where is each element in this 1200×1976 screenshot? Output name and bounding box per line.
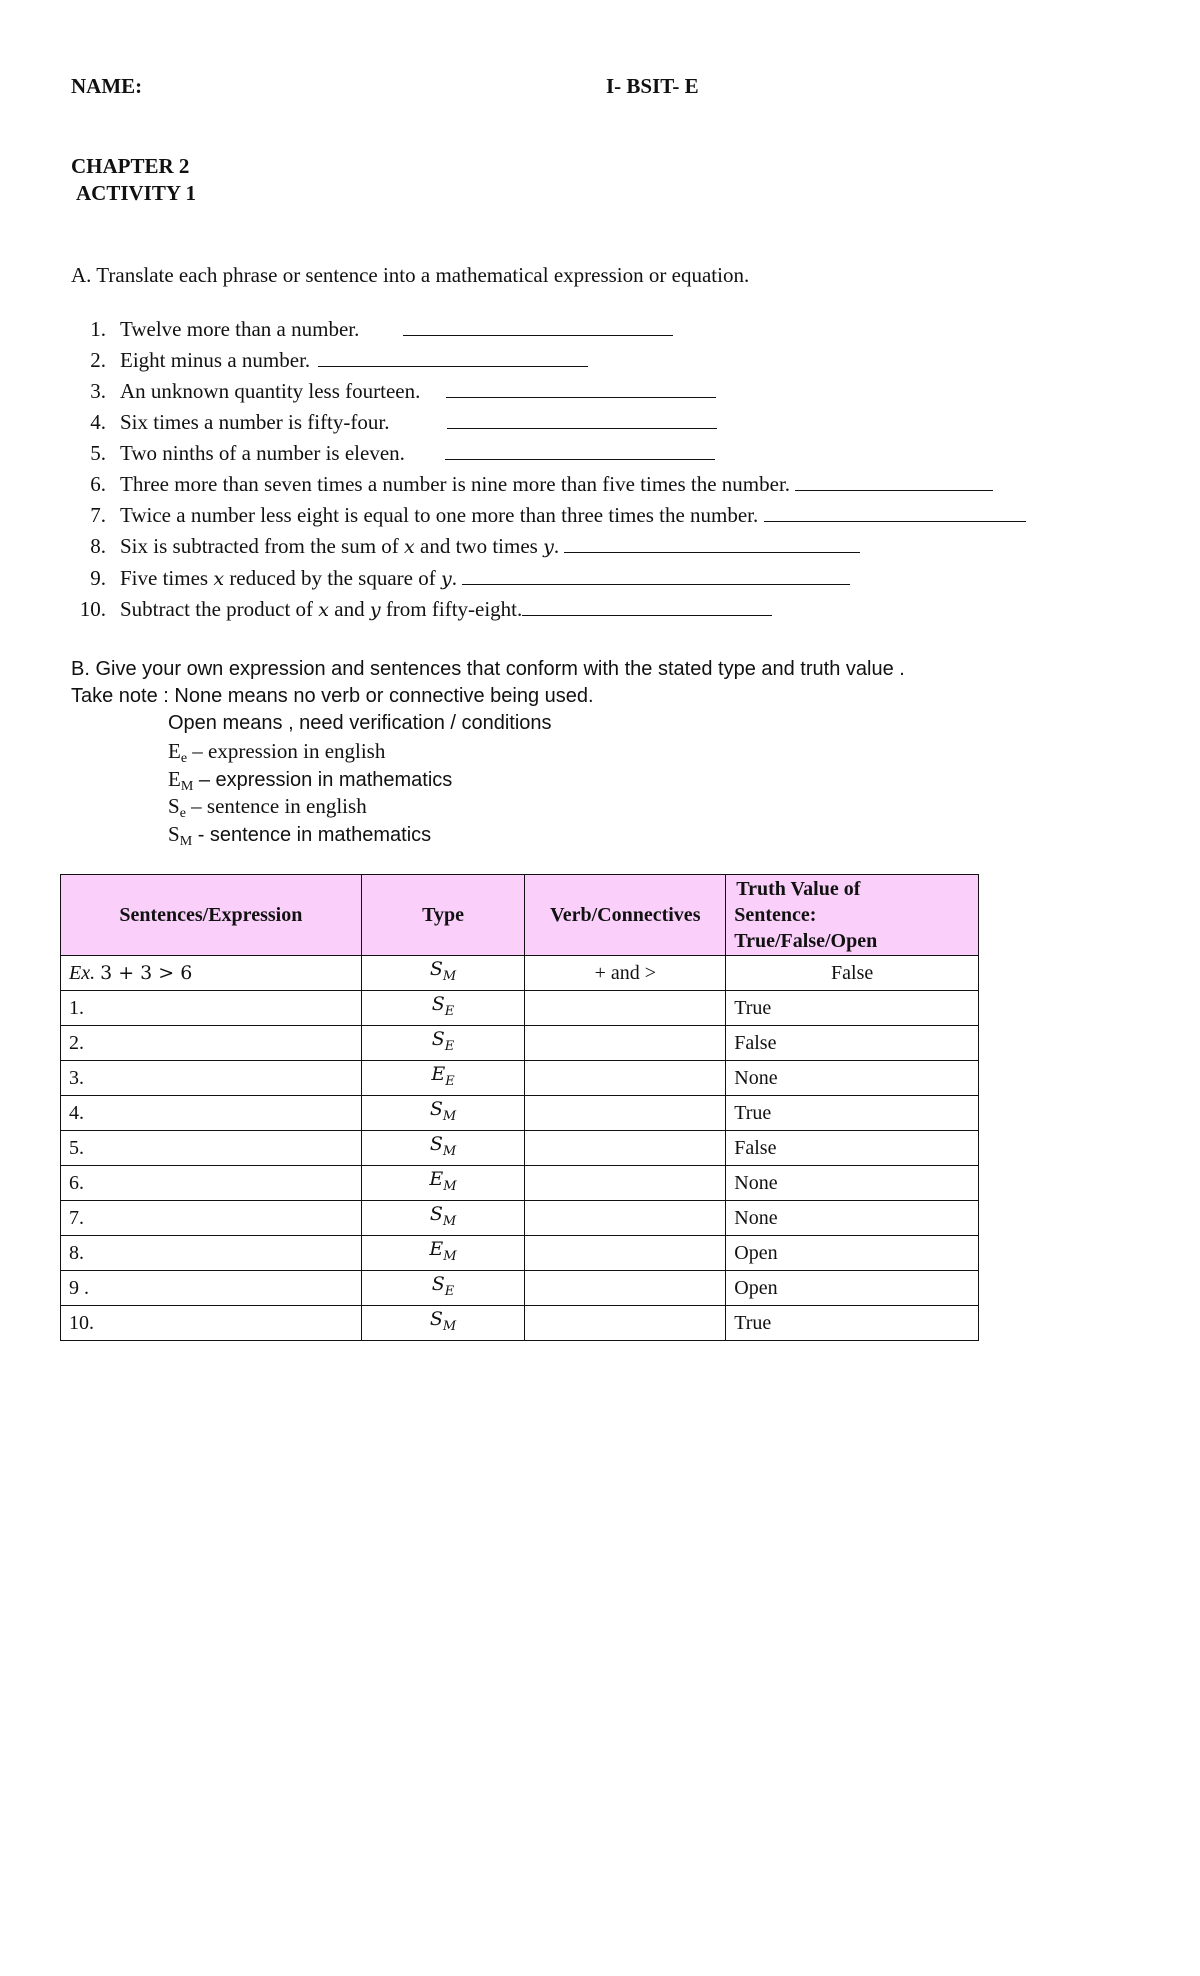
truth-cell: Open — [726, 1236, 979, 1271]
type-subscript: M — [442, 1109, 457, 1124]
type-symbol: S — [429, 958, 443, 980]
answer-blank[interactable] — [564, 534, 860, 553]
part-b-note: Take note : None means no verb or connective being used. — [71, 685, 594, 707]
variable-x: x — [318, 599, 329, 621]
table-row-example — [61, 956, 979, 991]
type-symbol: S — [429, 1133, 443, 1155]
table-row — [61, 1166, 979, 1201]
legend-subscript: e — [179, 806, 186, 821]
answer-blank[interactable] — [462, 566, 850, 585]
row-number-cell[interactable]: 7. — [61, 1201, 362, 1236]
verb-cell[interactable] — [525, 1201, 726, 1236]
type-cell — [361, 1236, 525, 1271]
legend-text: Open means , need verification / conditions — [168, 712, 552, 734]
example-label: Ex. — [69, 962, 96, 984]
legend-subscript: e — [180, 751, 188, 766]
type-cell — [361, 956, 525, 991]
type-cell — [361, 1166, 525, 1201]
header-truth-line-2: Sentence: — [734, 904, 817, 926]
type-subscript: E — [445, 1074, 455, 1089]
item-text: from fifty-eight. — [380, 597, 523, 621]
legend-text: - sentence in mathematics — [192, 824, 432, 846]
verb-cell[interactable] — [525, 1131, 726, 1166]
type-subscript: M — [443, 1179, 457, 1194]
item-number: 5. — [90, 441, 106, 465]
activity-title: ACTIVITY 1 — [76, 181, 196, 205]
answer-blank[interactable] — [764, 503, 1026, 522]
truth-cell: None — [726, 1201, 979, 1236]
header-sentences: Sentences/Expression — [61, 875, 362, 956]
legend-open — [168, 712, 552, 735]
variable-y: y — [369, 599, 381, 621]
type-symbol: S — [429, 1308, 443, 1330]
item-number: 6. — [90, 472, 106, 496]
item-text: Six is subtracted from the sum of — [120, 534, 405, 558]
item-text: An unknown quantity less fourteen. — [120, 379, 421, 403]
item-text: Subtract the product of — [120, 597, 319, 621]
type-cell — [361, 1131, 525, 1166]
item-number: 1. — [90, 317, 106, 341]
truth-cell: None — [726, 1166, 979, 1201]
truth-cell: True — [726, 1096, 979, 1131]
type-cell — [361, 1096, 525, 1131]
truth-cell: False — [726, 1131, 979, 1166]
item-text: Two ninths of a number is eleven. — [120, 441, 405, 465]
answer-blank[interactable] — [446, 379, 716, 398]
item-number: 9. — [90, 566, 106, 590]
legend-subscript: M — [180, 779, 194, 794]
item-text: Eight minus a number. — [120, 348, 311, 372]
answer-blank[interactable] — [447, 410, 717, 429]
type-symbol: E — [429, 1168, 444, 1190]
type-symbol: S — [429, 1203, 443, 1225]
item-text: . — [451, 566, 457, 590]
item-text: Five times — [120, 566, 214, 590]
answer-blank[interactable] — [445, 441, 715, 460]
answer-blank[interactable] — [795, 472, 993, 491]
row-number-cell[interactable]: 3. — [61, 1061, 362, 1096]
table-row — [61, 1236, 979, 1271]
item-number: 8. — [90, 534, 106, 558]
name-label: NAME: — [71, 74, 143, 98]
answer-blank[interactable] — [403, 317, 673, 336]
type-cell — [361, 1306, 525, 1341]
legend-text: – expression in mathematics — [193, 769, 453, 791]
item-number: 2. — [90, 348, 106, 372]
row-number-cell[interactable]: 10. — [61, 1306, 362, 1341]
item-text: reduced by the square of — [224, 566, 441, 590]
type-cell — [361, 1271, 525, 1306]
legend-em — [168, 767, 452, 795]
verb-cell[interactable] — [525, 1061, 726, 1096]
header-truth — [726, 875, 979, 956]
legend-symbol: S — [168, 822, 180, 846]
type-subscript: M — [442, 1214, 457, 1229]
row-number-cell[interactable]: 9 . — [61, 1271, 362, 1306]
legend-symbol: E — [168, 767, 181, 791]
row-number-cell[interactable]: 4. — [61, 1096, 362, 1131]
item-text: Six times a number is fifty-four. — [120, 410, 390, 434]
truth-cell: None — [726, 1061, 979, 1096]
row-number-cell[interactable]: 5. — [61, 1131, 362, 1166]
truth-cell: False — [726, 1026, 979, 1061]
row-number-cell[interactable]: 2. — [61, 1026, 362, 1061]
type-subscript: M — [443, 1249, 457, 1264]
header-truth-line-1: Truth Value of — [736, 878, 861, 900]
table-row — [61, 1061, 979, 1096]
verb-cell[interactable] — [525, 1096, 726, 1131]
row-number-cell[interactable]: 6. — [61, 1166, 362, 1201]
variable-y: y — [543, 536, 554, 558]
type-subscript: M — [442, 1144, 457, 1159]
legend-symbol: E — [168, 739, 181, 763]
verb-cell[interactable] — [525, 1026, 726, 1061]
header-type: Type — [361, 875, 525, 956]
table-row — [61, 991, 979, 1026]
legend-sm — [168, 822, 431, 850]
type-symbol: E — [431, 1063, 446, 1085]
answer-blank[interactable] — [522, 597, 772, 616]
item-text: Twelve more than a number. — [120, 317, 360, 341]
verb-cell[interactable] — [525, 1166, 726, 1201]
type-subscript: E — [444, 1284, 455, 1299]
truth-cell: False — [726, 956, 979, 991]
type-symbol: S — [431, 1273, 445, 1295]
legend-symbol: S — [168, 794, 180, 818]
part-a-instruction: A. Translate each phrase or sentence into a mathematical expression or equation. — [71, 263, 750, 287]
verb-cell[interactable] — [525, 991, 726, 1026]
table-header-row — [61, 875, 979, 956]
example-expression: 3 + 3 > 6 — [100, 962, 193, 984]
chapter-title: CHAPTER 2 — [71, 154, 190, 178]
example-cell — [61, 956, 362, 991]
answer-blank[interactable] — [318, 348, 588, 367]
header-truth-line-3: True/False/Open — [734, 930, 878, 952]
legend-subscript: M — [179, 834, 193, 849]
item-text: Three more than seven times a number is nine more than five times the number. — [120, 472, 791, 496]
variable-y: y — [440, 568, 452, 590]
table-row — [61, 1026, 979, 1061]
part-b-instruction: B. Give your own expression and sentences that conform with the stated type and truth value . — [71, 658, 905, 680]
item-number: 3. — [90, 379, 106, 403]
type-symbol: S — [431, 1028, 445, 1050]
header-verb: Verb/Connectives — [525, 875, 726, 956]
type-cell — [361, 1061, 525, 1096]
type-cell — [361, 1201, 525, 1236]
item-text: and two times — [414, 534, 544, 558]
type-subscript: E — [444, 1039, 455, 1054]
legend-text: – sentence in english — [185, 794, 367, 818]
type-cell — [361, 1026, 525, 1061]
truth-cell: True — [726, 1306, 979, 1341]
verb-cell: + and > — [525, 956, 726, 991]
verb-cell[interactable] — [525, 1236, 726, 1271]
legend-se — [168, 794, 367, 822]
type-symbol: E — [429, 1238, 444, 1260]
table-row — [61, 1131, 979, 1166]
row-number-cell[interactable]: 8. — [61, 1236, 362, 1271]
row-number-cell[interactable]: 1. — [61, 991, 362, 1026]
truth-cell: True — [726, 991, 979, 1026]
item-text: Twice a number less eight is equal to one more than three times the number. — [120, 503, 759, 527]
item-number: 10. — [79, 597, 106, 621]
legend-text: – expression in english — [187, 739, 386, 763]
table-row — [61, 1201, 979, 1236]
type-subscript: E — [444, 1004, 455, 1019]
table-row — [61, 1306, 979, 1341]
type-symbol: S — [429, 1098, 443, 1120]
table-row — [61, 1271, 979, 1306]
type-subscript: M — [442, 1319, 457, 1334]
item-number: 7. — [90, 503, 106, 527]
type-cell — [361, 991, 525, 1026]
variable-x: x — [404, 536, 415, 558]
type-subscript: M — [442, 969, 457, 984]
type-symbol: S — [431, 993, 445, 1015]
section-label: I- BSIT- E — [606, 74, 699, 98]
table-row — [61, 1096, 979, 1131]
item-text: . — [553, 534, 560, 558]
item-text: and — [329, 597, 370, 621]
variable-x: x — [213, 568, 225, 590]
truth-cell: Open — [726, 1271, 979, 1306]
legend-ee — [168, 739, 385, 767]
verb-cell[interactable] — [525, 1306, 726, 1341]
item-number: 4. — [90, 410, 106, 434]
activity-table — [60, 874, 979, 1341]
verb-cell[interactable] — [525, 1271, 726, 1306]
